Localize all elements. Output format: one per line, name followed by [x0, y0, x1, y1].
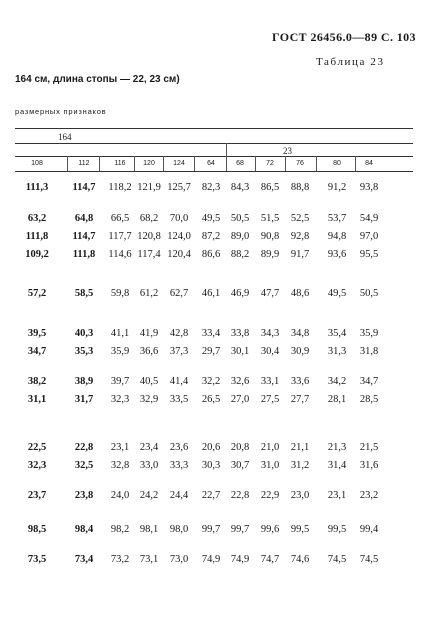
table-cell: 23,1 [110, 442, 130, 453]
table-cell: 58,5 [74, 288, 94, 299]
table-cell: 63,2 [27, 213, 47, 224]
table-cell: 31,2 [290, 460, 310, 471]
table-cell: 98,0 [169, 524, 189, 535]
table-subtitle: 164 см, длина стопы — 22, 23 см) [15, 74, 180, 85]
table-cell: 46,9 [230, 288, 250, 299]
table-cell: 109,2 [25, 249, 49, 260]
table-cell: 31,8 [359, 346, 379, 357]
table-cell: 40,3 [74, 328, 94, 339]
table-cell: 68,2 [139, 213, 159, 224]
table-cell: 124,0 [167, 231, 191, 242]
table-label: Таблица 23 [316, 56, 385, 68]
table-cell: 31,3 [327, 346, 347, 357]
table-cell: 23,8 [74, 490, 94, 501]
page-header: ГОСТ 26456.0—89 С. 103 [272, 30, 416, 44]
table-cell: 31,7 [74, 394, 94, 405]
table-cell: 94,8 [327, 231, 347, 242]
table-cell: 34,8 [290, 328, 310, 339]
column-header: 112 [78, 160, 90, 167]
column-header: 108 [31, 160, 43, 167]
table-cell: 30,3 [201, 460, 221, 471]
table-cell: 20,8 [230, 442, 250, 453]
table-cell: 66,5 [110, 213, 130, 224]
table-cell: 121,9 [137, 182, 161, 193]
column-header: 80 [333, 160, 341, 167]
table-cell: 50,5 [359, 288, 379, 299]
column-header: 84 [365, 160, 373, 167]
table-cell: 99,5 [327, 524, 347, 535]
table-cell: 33,0 [139, 460, 159, 471]
table-cell: 74,5 [327, 554, 347, 565]
group-header-rule [15, 143, 413, 144]
table-cell: 88,2 [230, 249, 250, 260]
column-header: 72 [266, 160, 274, 167]
table-cell: 33,5 [169, 394, 189, 405]
table-cell: 31,0 [260, 460, 280, 471]
table-cell: 89,0 [230, 231, 250, 242]
table-cell: 31,1 [27, 394, 47, 405]
table-cell: 114,7 [72, 231, 96, 242]
table-cell: 27,0 [230, 394, 250, 405]
table-cell: 31,4 [327, 460, 347, 471]
table-cell: 99,4 [359, 524, 379, 535]
table-cell: 22,8 [230, 490, 250, 501]
table-cell: 74,7 [260, 554, 280, 565]
table-cell: 92,8 [290, 231, 310, 242]
table-cell: 117,4 [137, 249, 161, 260]
table-cell: 23,0 [290, 490, 310, 501]
table-cell: 35,4 [327, 328, 347, 339]
table-cell: 37,3 [169, 346, 189, 357]
table-cell: 35,3 [74, 346, 94, 357]
table-cell: 27,5 [260, 394, 280, 405]
table-cell: 98,2 [110, 524, 130, 535]
table-cell: 46,1 [201, 288, 221, 299]
column-header-top-rule [15, 156, 413, 157]
table-cell: 26,5 [201, 394, 221, 405]
table-cell: 73,0 [169, 554, 189, 565]
table-cell: 111,3 [25, 182, 49, 193]
table-cell: 73,5 [27, 554, 47, 565]
table-cell: 93,6 [327, 249, 347, 260]
table-cell: 120,4 [167, 249, 191, 260]
table-cell: 41,9 [139, 328, 159, 339]
table-cell: 74,6 [290, 554, 310, 565]
section-label: размерных признаков [15, 107, 107, 116]
table-cell: 34,3 [260, 328, 280, 339]
table-cell: 82,3 [201, 182, 221, 193]
table-cell: 48,6 [290, 288, 310, 299]
table-cell: 99,6 [260, 524, 280, 535]
table-cell: 21,1 [290, 442, 310, 453]
table-cell: 47,7 [260, 288, 280, 299]
table-cell: 95,5 [359, 249, 379, 260]
table-cell: 32,3 [27, 460, 47, 471]
table-cell: 74,9 [230, 554, 250, 565]
table-cell: 70,0 [169, 213, 189, 224]
table-cell: 61,2 [139, 288, 159, 299]
table-cell: 74,9 [201, 554, 221, 565]
table-cell: 57,2 [27, 288, 47, 299]
table-cell: 42,8 [169, 328, 189, 339]
column-header: 76 [296, 160, 304, 167]
column-header: 120 [143, 160, 155, 167]
table-cell: 98,1 [139, 524, 159, 535]
table-cell: 21,5 [359, 442, 379, 453]
table-cell: 31,6 [359, 460, 379, 471]
table-cell: 97,0 [359, 231, 379, 242]
table-cell: 35,9 [359, 328, 379, 339]
table-cell: 86,6 [201, 249, 221, 260]
table-cell: 99,7 [201, 524, 221, 535]
table-cell: 98,4 [74, 524, 94, 535]
table-cell: 32,2 [201, 376, 221, 387]
column-header: 124 [173, 160, 185, 167]
table-cell: 22,8 [74, 442, 94, 453]
table-cell: 117,7 [108, 231, 132, 242]
table-cell: 120,8 [137, 231, 161, 242]
table-cell: 49,5 [201, 213, 221, 224]
table-cell: 89,9 [260, 249, 280, 260]
table-cell: 114,6 [108, 249, 132, 260]
table-cell: 32,5 [74, 460, 94, 471]
table-cell: 41,4 [169, 376, 189, 387]
column-divider [99, 156, 100, 171]
table-cell: 73,2 [110, 554, 130, 565]
table-cell: 99,5 [290, 524, 310, 535]
table-cell: 111,8 [25, 231, 49, 242]
table-cell: 74,5 [359, 554, 379, 565]
table-cell: 73,4 [74, 554, 94, 565]
table-cell: 38,2 [27, 376, 47, 387]
table-cell: 64,8 [74, 213, 94, 224]
table-cell: 53,7 [327, 213, 347, 224]
table-cell: 32,9 [139, 394, 159, 405]
table-cell: 73,1 [139, 554, 159, 565]
table-cell: 23,1 [327, 490, 347, 501]
table-cell: 33,1 [260, 376, 280, 387]
group-header-foot: 23 [283, 146, 292, 156]
table-top-rule [15, 128, 413, 129]
table-cell: 29,7 [201, 346, 221, 357]
table-cell: 23,4 [139, 442, 159, 453]
table-cell: 54,9 [359, 213, 379, 224]
table-cell: 21,3 [327, 442, 347, 453]
column-header-bottom-rule [15, 171, 413, 172]
table-cell: 22,9 [260, 490, 280, 501]
column-divider [316, 156, 317, 171]
table-cell: 41,1 [110, 328, 130, 339]
table-cell: 30,9 [290, 346, 310, 357]
column-header: 116 [114, 160, 126, 167]
table-cell: 52,5 [290, 213, 310, 224]
table-cell: 50,5 [230, 213, 250, 224]
column-header: 64 [207, 160, 215, 167]
table-cell: 93,8 [359, 182, 379, 193]
table-cell: 21,0 [260, 442, 280, 453]
table-cell: 99,7 [230, 524, 250, 535]
table-cell: 88,8 [290, 182, 310, 193]
column-divider [67, 156, 68, 171]
table-cell: 30,1 [230, 346, 250, 357]
table-cell: 33,6 [290, 376, 310, 387]
table-cell: 34,2 [327, 376, 347, 387]
table-cell: 24,0 [110, 490, 130, 501]
table-cell: 22,7 [201, 490, 221, 501]
table-cell: 30,7 [230, 460, 250, 471]
table-cell: 34,7 [359, 376, 379, 387]
table-cell: 35,9 [110, 346, 130, 357]
table-cell: 23,7 [27, 490, 47, 501]
table-cell: 87,2 [201, 231, 221, 242]
column-header: 68 [236, 160, 244, 167]
table-cell: 22,5 [27, 442, 47, 453]
table-cell: 98,5 [27, 524, 47, 535]
table-cell: 38,9 [74, 376, 94, 387]
table-cell: 49,5 [327, 288, 347, 299]
table-cell: 91,2 [327, 182, 347, 193]
table-cell: 118,2 [108, 182, 132, 193]
table-cell: 111,8 [72, 249, 96, 260]
table-cell: 23,2 [359, 490, 379, 501]
table-cell: 39,5 [27, 328, 47, 339]
table-cell: 125,7 [167, 182, 191, 193]
table-cell: 33,8 [230, 328, 250, 339]
table-cell: 24,2 [139, 490, 159, 501]
table-cell: 27,7 [290, 394, 310, 405]
table-cell: 40,5 [139, 376, 159, 387]
table-cell: 36,6 [139, 346, 159, 357]
table-cell: 51,5 [260, 213, 280, 224]
table-cell: 39,7 [110, 376, 130, 387]
table-cell: 30,4 [260, 346, 280, 357]
table-cell: 24,4 [169, 490, 189, 501]
column-divider [194, 156, 195, 171]
table-cell: 34,7 [27, 346, 47, 357]
table-cell: 28,1 [327, 394, 347, 405]
table-cell: 91,7 [290, 249, 310, 260]
table-cell: 84,3 [230, 182, 250, 193]
table-cell: 32,3 [110, 394, 130, 405]
table-cell: 90,8 [260, 231, 280, 242]
table-cell: 28,5 [359, 394, 379, 405]
table-cell: 33,4 [201, 328, 221, 339]
table-cell: 20,6 [201, 442, 221, 453]
table-cell: 62,7 [169, 288, 189, 299]
table-cell: 32,6 [230, 376, 250, 387]
table-cell: 33,3 [169, 460, 189, 471]
table-cell: 86,5 [260, 182, 280, 193]
table-cell: 59,8 [110, 288, 130, 299]
group-header-growth: 164 [58, 132, 72, 142]
table-cell: 114,7 [72, 182, 96, 193]
table-cell: 23,6 [169, 442, 189, 453]
table-cell: 32,8 [110, 460, 130, 471]
